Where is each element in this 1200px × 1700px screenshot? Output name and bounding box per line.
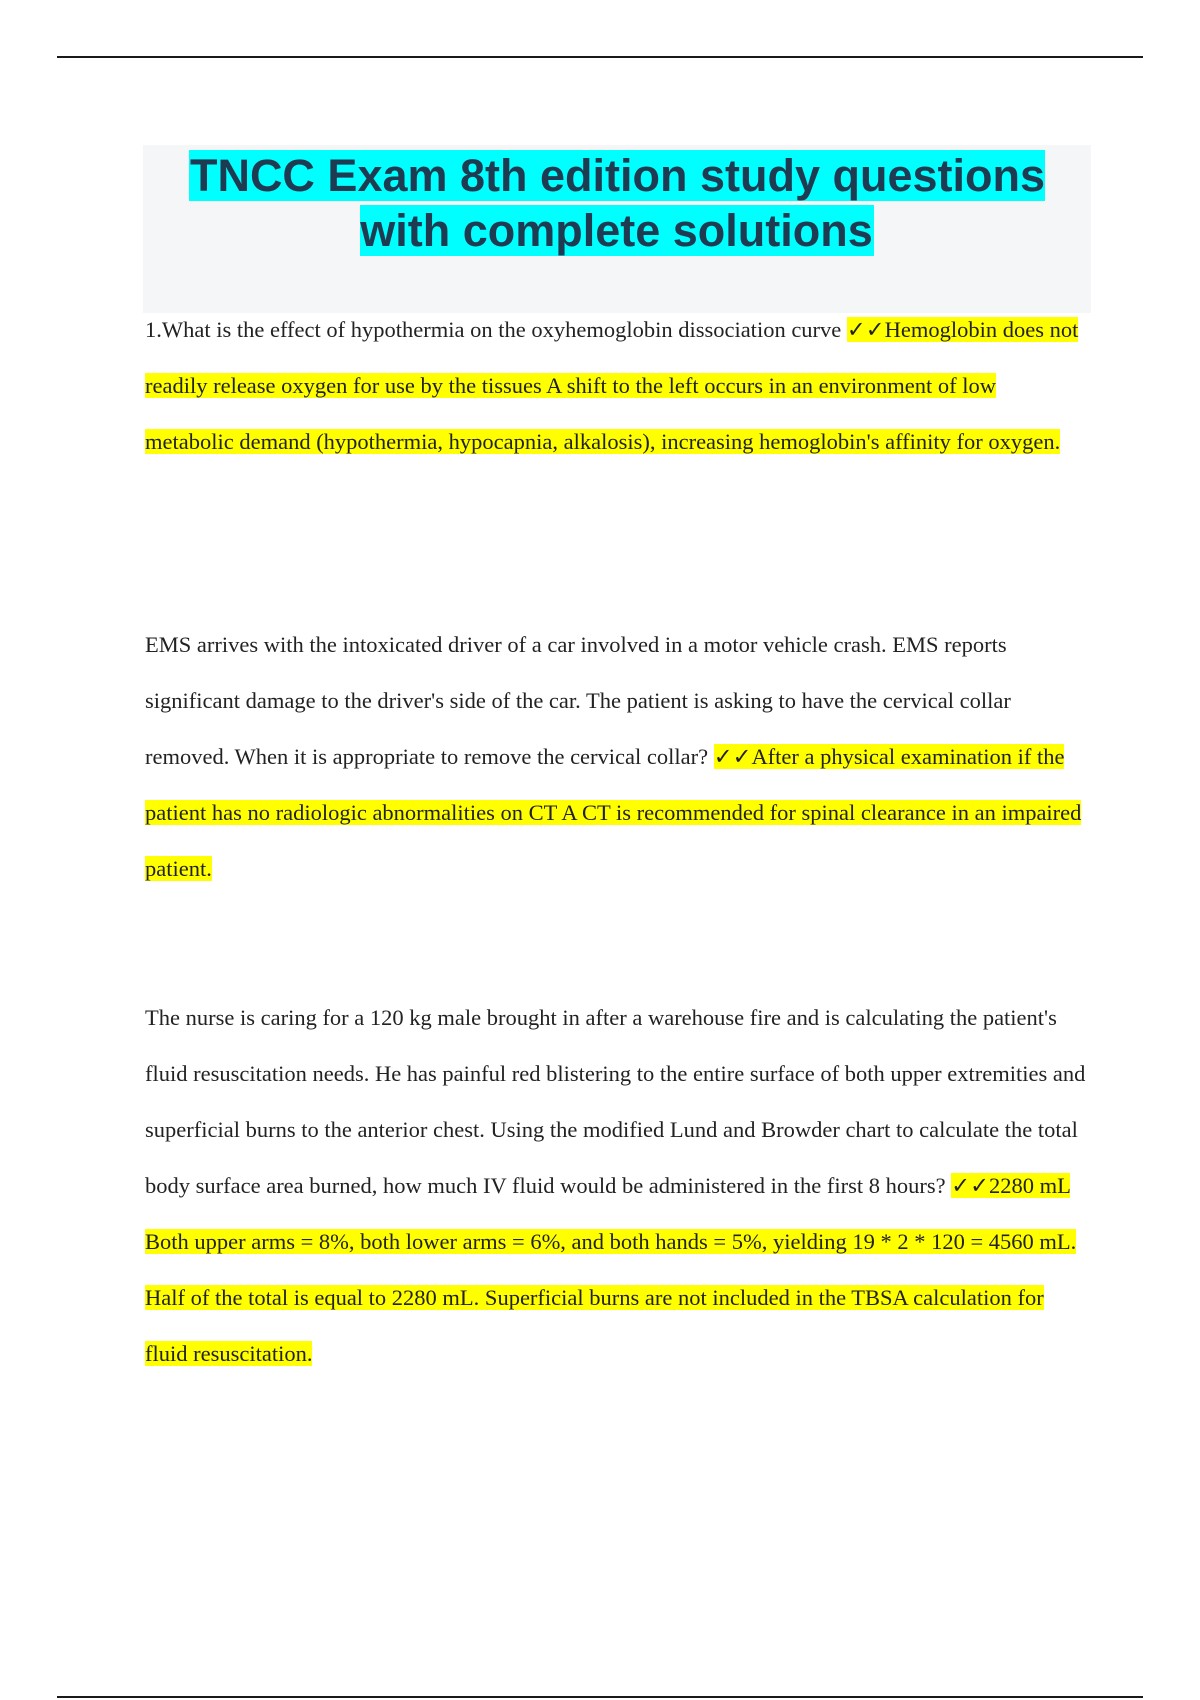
document-title <box>143 145 1091 258</box>
footer-rule <box>57 1696 1143 1698</box>
answer-text: ✓✓2280 mL Both upper arms = 8%, both lower arms = 6%, and both hands = 5%, yielding 19 * 2 * 120 = 4560 mL. Half of the total is equal to 2280 mL. Superficial burns are not included in the TBSA calculation for fluid resuscitation. <box>145 1173 1077 1366</box>
title-block <box>143 145 1091 313</box>
answer-text: ✓✓After a physical examination if the patient has no radiologic abnormalities on CT A CT is recommended for spinal clearance in an impaired patient. <box>145 744 1082 881</box>
check-mark-icon: ✓✓ <box>846 317 885 342</box>
qa-item-3 <box>145 990 1090 1382</box>
answer-text: ✓✓Hemoglobin does not readily release oxygen for use by the tissues A shift to the left occurs in an environment of low metabolic demand (hypothermia, hypocapnia, alkalosis), increasing hemoglobin's affinity for oxygen. <box>145 317 1079 454</box>
check-mark-icon: ✓✓ <box>713 744 752 769</box>
check-mark-icon: ✓✓ <box>951 1173 989 1198</box>
title-highlight: TNCC Exam 8th edition study questions with complete solutions <box>189 150 1046 256</box>
qa-item-1 <box>145 302 1090 470</box>
question-text: The nurse is caring for a 120 kg male brought in after a warehouse fire and is calculating the patient's fluid resuscitation needs. He has painful red blistering to the entire surface of both upper extremities and superficial burns to the anterior chest. Using the modified Lund and Browder chart to calculate the total body surface area burned, how much IV fluid would be administered in the first 8 hours? <box>145 1005 1086 1198</box>
qa-item-2 <box>145 617 1090 897</box>
question-text: 1.What is the effect of hypothermia on the oxyhemoglobin dissociation curve <box>145 317 847 342</box>
question-text: EMS arrives with the intoxicated driver of a car involved in a motor vehicle crash. EMS reports significant damage to the driver's side of the car. The patient is asking to have the cervical collar removed. When it is appropriate to remove the cervical collar? <box>145 632 1011 769</box>
header-rule <box>57 56 1143 58</box>
